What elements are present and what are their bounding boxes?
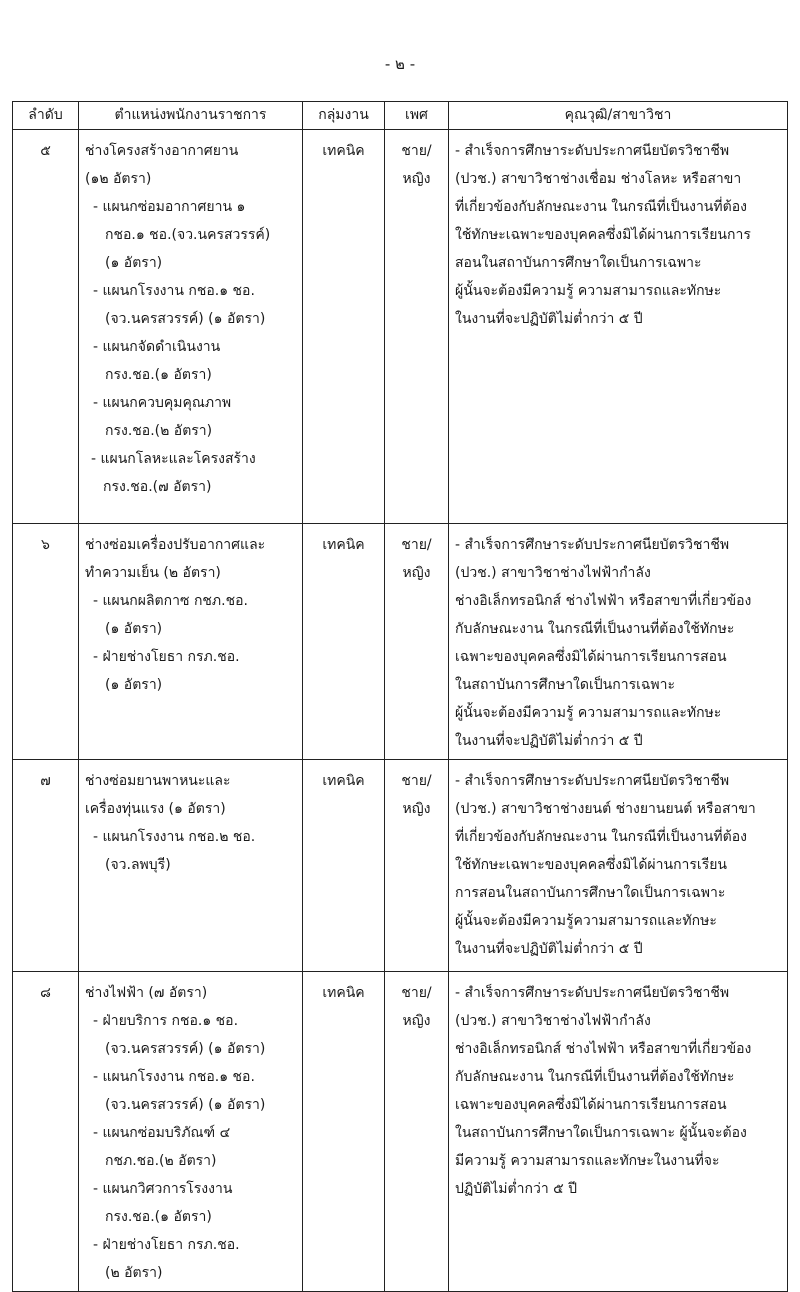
header-order: ลำดับ: [13, 102, 79, 130]
qualification-line: (ปวช.) สาขาวิชาช่างไฟฟ้ากำลัง: [455, 1013, 651, 1029]
position-line: (๑ อัตรา): [105, 677, 163, 693]
qualification-line: - สำเร็จการศึกษาระดับประกาศนียบัตรวิชาชีพ: [455, 537, 730, 553]
qualification-line: ใช้ทักษะเฉพาะของบุคคลซึ่งมิได้ผ่านการเรียนการ: [455, 227, 751, 243]
qualification-line: กับลักษณะงาน ในกรณีที่เป็นงานที่ต้องใช้ทักษะ: [455, 1069, 735, 1085]
qualification-line: - สำเร็จการศึกษาระดับประกาศนียบัตรวิชาชีพ: [455, 985, 730, 1001]
group-cell: เทคนิค: [303, 760, 385, 972]
sex-cell: [385, 130, 449, 524]
position-line: (จว.นครสวรรค์) (๑ อัตรา): [105, 1041, 266, 1057]
qualification-line: มีความรู้ ความสามารถและทักษะในงานที่จะ: [455, 1153, 720, 1169]
table-header-row: [13, 102, 788, 130]
qualification-cell: [449, 524, 788, 760]
position-line: ช่างซ่อมยานพาหนะและ: [85, 773, 231, 789]
row-number: ๗: [13, 760, 79, 972]
position-line: - ฝ่ายช่างโยธา กรภ.ชอ.: [93, 1237, 240, 1253]
qualification-line: ใช้ทักษะเฉพาะของบุคคลซึ่งมิได้ผ่านการเรียน: [455, 857, 728, 873]
qualification-line: ที่เกี่ยวข้องกับลักษณะงาน ในกรณีที่เป็นงานที่ต้อง: [455, 199, 747, 215]
page-number: - ๒ -: [384, 55, 416, 73]
qualification-line: เฉพาะของบุคคลซึ่งมิได้ผ่านการเรียนการสอน: [455, 1097, 727, 1113]
qualification-cell: [449, 130, 788, 524]
position-line: กรง.ชอ.(๗ อัตรา): [103, 479, 212, 495]
position-line: กรง.ชอ.(๑ อัตรา): [105, 367, 212, 383]
position-line: (๒ อัตรา): [105, 1265, 163, 1281]
qualification-line: ช่างอิเล็กทรอนิกส์ ช่างไฟฟ้า หรือสาขาที่เกี่ยวข้อง: [455, 1041, 752, 1057]
position-line: - ฝ่ายบริการ กชอ.๑ ชอ.: [93, 1013, 239, 1029]
sex-line: หญิง: [402, 565, 431, 581]
sex-cell: [385, 760, 449, 972]
position-line: กชภ.ชอ.(๒ อัตรา): [105, 1153, 217, 1169]
qualification-line: เฉพาะของบุคคลซึ่งมิได้ผ่านการเรียนการสอน: [455, 649, 727, 665]
position-cell: [79, 130, 303, 524]
position-line: - แผนกโรงงาน กชอ.๒ ชอ.: [93, 829, 256, 845]
qualification-line: - สำเร็จการศึกษาระดับประกาศนียบัตรวิชาชีพ: [455, 773, 730, 789]
position-line: - แผนกผลิตกาซ กชภ.ชอ.: [93, 593, 248, 609]
table-row: [13, 972, 788, 1292]
position-line: - แผนกโลหะและโครงสร้าง: [91, 451, 256, 467]
qualification-line: กับลักษณะงาน ในกรณีที่เป็นงานที่ต้องใช้ทักษะ: [455, 621, 735, 637]
qualification-line: ผู้นั้นจะต้องมีความรู้ ความสามารถและทักษะ: [455, 283, 722, 299]
position-line: (๑ อัตรา): [105, 621, 163, 637]
sex-cell: [385, 524, 449, 760]
position-line: - แผนกซ่อมอากาศยาน ๑: [93, 199, 246, 215]
qualification-line: ในสถาบันการศึกษาใดเป็นการเฉพาะ ผู้นั้นจะต้อง: [455, 1125, 747, 1141]
sex-line: ชาย/: [401, 143, 432, 159]
qualification-line: สอนในสถาบันการศึกษาใดเป็นการเฉพาะ: [455, 255, 702, 271]
row-number: ๘: [13, 972, 79, 1292]
qualification-line: ผู้นั้นจะต้องมีความรู้ความสามารถและทักษะ: [455, 913, 717, 929]
position-line: (๑ อัตรา): [105, 255, 163, 271]
sex-line: ชาย/: [401, 985, 432, 1001]
qualification-line: ในงานที่จะปฏิบัติไม่ต่ำกว่า ๕ ปี: [455, 311, 643, 327]
position-line: (จว.ลพบุรี): [105, 857, 171, 873]
qualification-cell: [449, 760, 788, 972]
sex-line: หญิง: [402, 171, 431, 187]
position-cell: [79, 972, 303, 1292]
position-cell: [79, 760, 303, 972]
qualification-line: ปฏิบัติไม่ต่ำกว่า ๕ ปี: [455, 1181, 578, 1197]
position-line: - แผนกจัดดำเนินงาน: [93, 339, 221, 355]
header-qualification: คุณวุฒิ/สาขาวิชา: [449, 102, 788, 130]
table-row: [13, 130, 788, 524]
table-row: [13, 524, 788, 760]
position-line: ช่างโครงสร้างอากาศยาน: [85, 143, 239, 159]
group-cell: เทคนิค: [303, 972, 385, 1292]
row-number: ๕: [13, 130, 79, 524]
position-line: - แผนกวิศวการโรงงาน: [93, 1181, 233, 1197]
position-line: - แผนกโรงงาน กชอ.๑ ชอ.: [93, 1069, 255, 1085]
group-cell: เทคนิค: [303, 130, 385, 524]
position-line: กรง.ชอ.(๑ อัตรา): [105, 1209, 212, 1225]
positions-table: [12, 101, 788, 1292]
sex-line: ชาย/: [401, 773, 432, 789]
position-line: (๑๒ อัตรา): [85, 171, 152, 187]
qualification-line: (ปวช.) สาขาวิชาช่างยนต์ ช่างยานยนต์ หรือสาขา: [455, 801, 756, 817]
qualification-line: ในสถาบันการศึกษาใดเป็นการเฉพาะ: [455, 677, 676, 693]
position-line: กรง.ชอ.(๒ อัตรา): [105, 423, 213, 439]
position-line: ทำความเย็น (๒ อัตรา): [85, 565, 221, 581]
position-line: ช่างซ่อมเครื่องปรับอากาศและ: [85, 537, 266, 553]
sex-line: หญิง: [402, 801, 431, 817]
sex-cell: [385, 972, 449, 1292]
position-line: - แผนกควบคุมคุณภาพ: [93, 395, 232, 411]
qualification-line: - สำเร็จการศึกษาระดับประกาศนียบัตรวิชาชีพ: [455, 143, 730, 159]
position-line: กชอ.๑ ชอ.(จว.นครสวรรค์): [105, 227, 271, 243]
position-line: - ฝ่ายช่างโยธา กรภ.ชอ.: [93, 649, 240, 665]
header-position: ตำแหน่งพนักงานราชการ: [79, 102, 303, 130]
position-cell: [79, 524, 303, 760]
sex-line: หญิง: [402, 1013, 431, 1029]
qualification-line: การสอนในสถาบันการศึกษาใดเป็นการเฉพาะ: [455, 885, 726, 901]
group-cell: เทคนิค: [303, 524, 385, 760]
qualification-cell: [449, 972, 788, 1292]
table-row: [13, 760, 788, 972]
position-line: - แผนกโรงงาน กชอ.๑ ชอ.: [93, 283, 255, 299]
qualification-line: (ปวช.) สาขาวิชาช่างไฟฟ้ากำลัง: [455, 565, 651, 581]
position-line: (จว.นครสวรรค์) (๑ อัตรา): [105, 1097, 266, 1113]
qualification-line: ช่างอิเล็กทรอนิกส์ ช่างไฟฟ้า หรือสาขาที่เกี่ยวข้อง: [455, 593, 752, 609]
position-line: (จว.นครสวรรค์) (๑ อัตรา): [105, 311, 266, 327]
sex-line: ชาย/: [401, 537, 432, 553]
row-number: ๖: [13, 524, 79, 760]
position-line: ช่างไฟฟ้า (๗ อัตรา): [85, 985, 208, 1001]
position-line: เครื่องทุ่นแรง (๑ อัตรา): [85, 801, 226, 817]
header-sex: เพศ: [385, 102, 449, 130]
qualification-line: (ปวช.) สาขาวิชาช่างเชื่อม ช่างโลหะ หรือสาขา: [455, 171, 742, 187]
qualification-line: ที่เกี่ยวข้องกับลักษณะงาน ในกรณีที่เป็นงานที่ต้อง: [455, 829, 747, 845]
qualification-line: ผู้นั้นจะต้องมีความรู้ ความสามารถและทักษะ: [455, 705, 722, 721]
qualification-line: ในงานที่จะปฏิบัติไม่ต่ำกว่า ๕ ปี: [455, 733, 643, 749]
header-group: กลุ่มงาน: [303, 102, 385, 130]
position-line: - แผนกซ่อมบริภัณฑ์ ๔: [93, 1125, 231, 1141]
qualification-line: ในงานที่จะปฏิบัติไม่ต่ำกว่า ๕ ปี: [455, 941, 643, 957]
